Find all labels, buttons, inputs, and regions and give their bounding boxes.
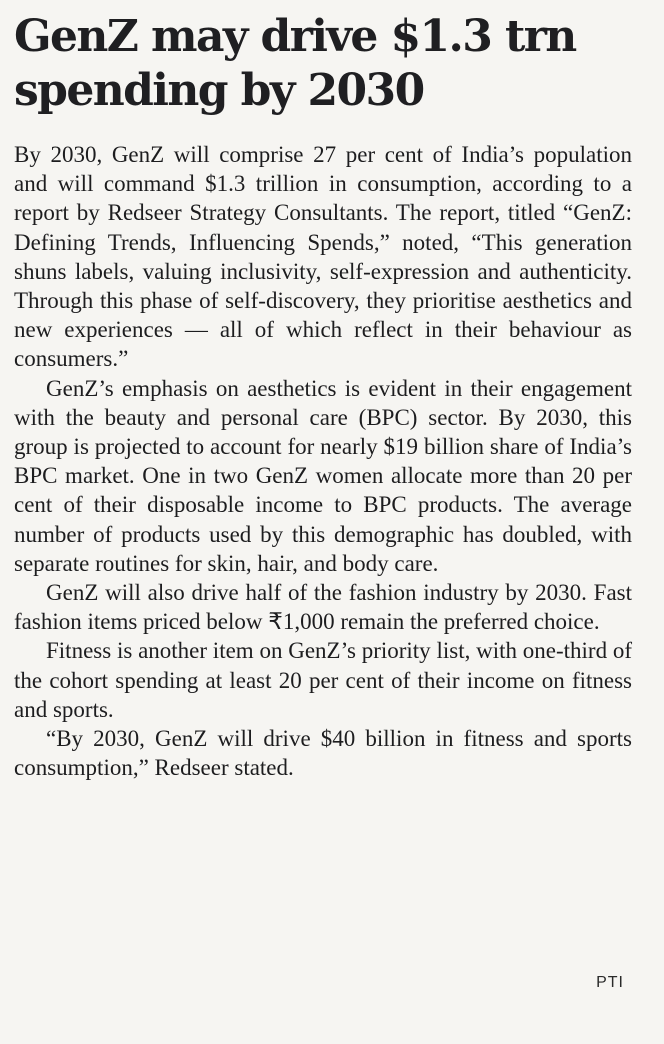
article-body xyxy=(14,140,632,782)
paragraph-3: GenZ will also drive half of the fashion industry by 2030. Fast fashion items priced below ₹1,000 remain the preferred choice. xyxy=(14,580,632,635)
paragraph-1: By 2030, GenZ will comprise 27 per cent of India’s population and will command $1.3 trillion in consumption, according to a report by Redseer Strategy Consultants. The report, titled “GenZ: Defining Trends, Influencing Spends,” noted, “This generation shuns labels, valuing inclusivity, self-expression and authenticity. Through this phase of self-discovery, they prioritise aesthetics and new experiences — all of which reflect in their behaviour as consumers.” xyxy=(14,142,632,372)
headline-line-2: spending by 2030 xyxy=(14,65,424,116)
agency-credit: PTI xyxy=(596,974,624,991)
paragraph-4: Fitness is another item on GenZ’s priority list, with one-third of the cohort spending at least 20 per cent of their income on fitness and sports. xyxy=(14,638,632,722)
headline xyxy=(14,10,632,118)
headline-line-1: GenZ may drive $1.3 trn xyxy=(14,11,576,62)
paragraph-5: “By 2030, GenZ will drive $40 billion in fitness and sports consumption,” Redseer stated. xyxy=(14,726,632,781)
paragraph-2: GenZ’s emphasis on aesthetics is evident in their engagement with the beauty and personal care (BPC) sector. By 2030, this group is projected to account for nearly $19 billion share of India’s BPC market. One in two GenZ women allocate more than 20 per cent of their disposable income to BPC products. The average number of products used by this demographic has doubled, with separate routines for skin, hair, and body care. xyxy=(14,375,632,576)
